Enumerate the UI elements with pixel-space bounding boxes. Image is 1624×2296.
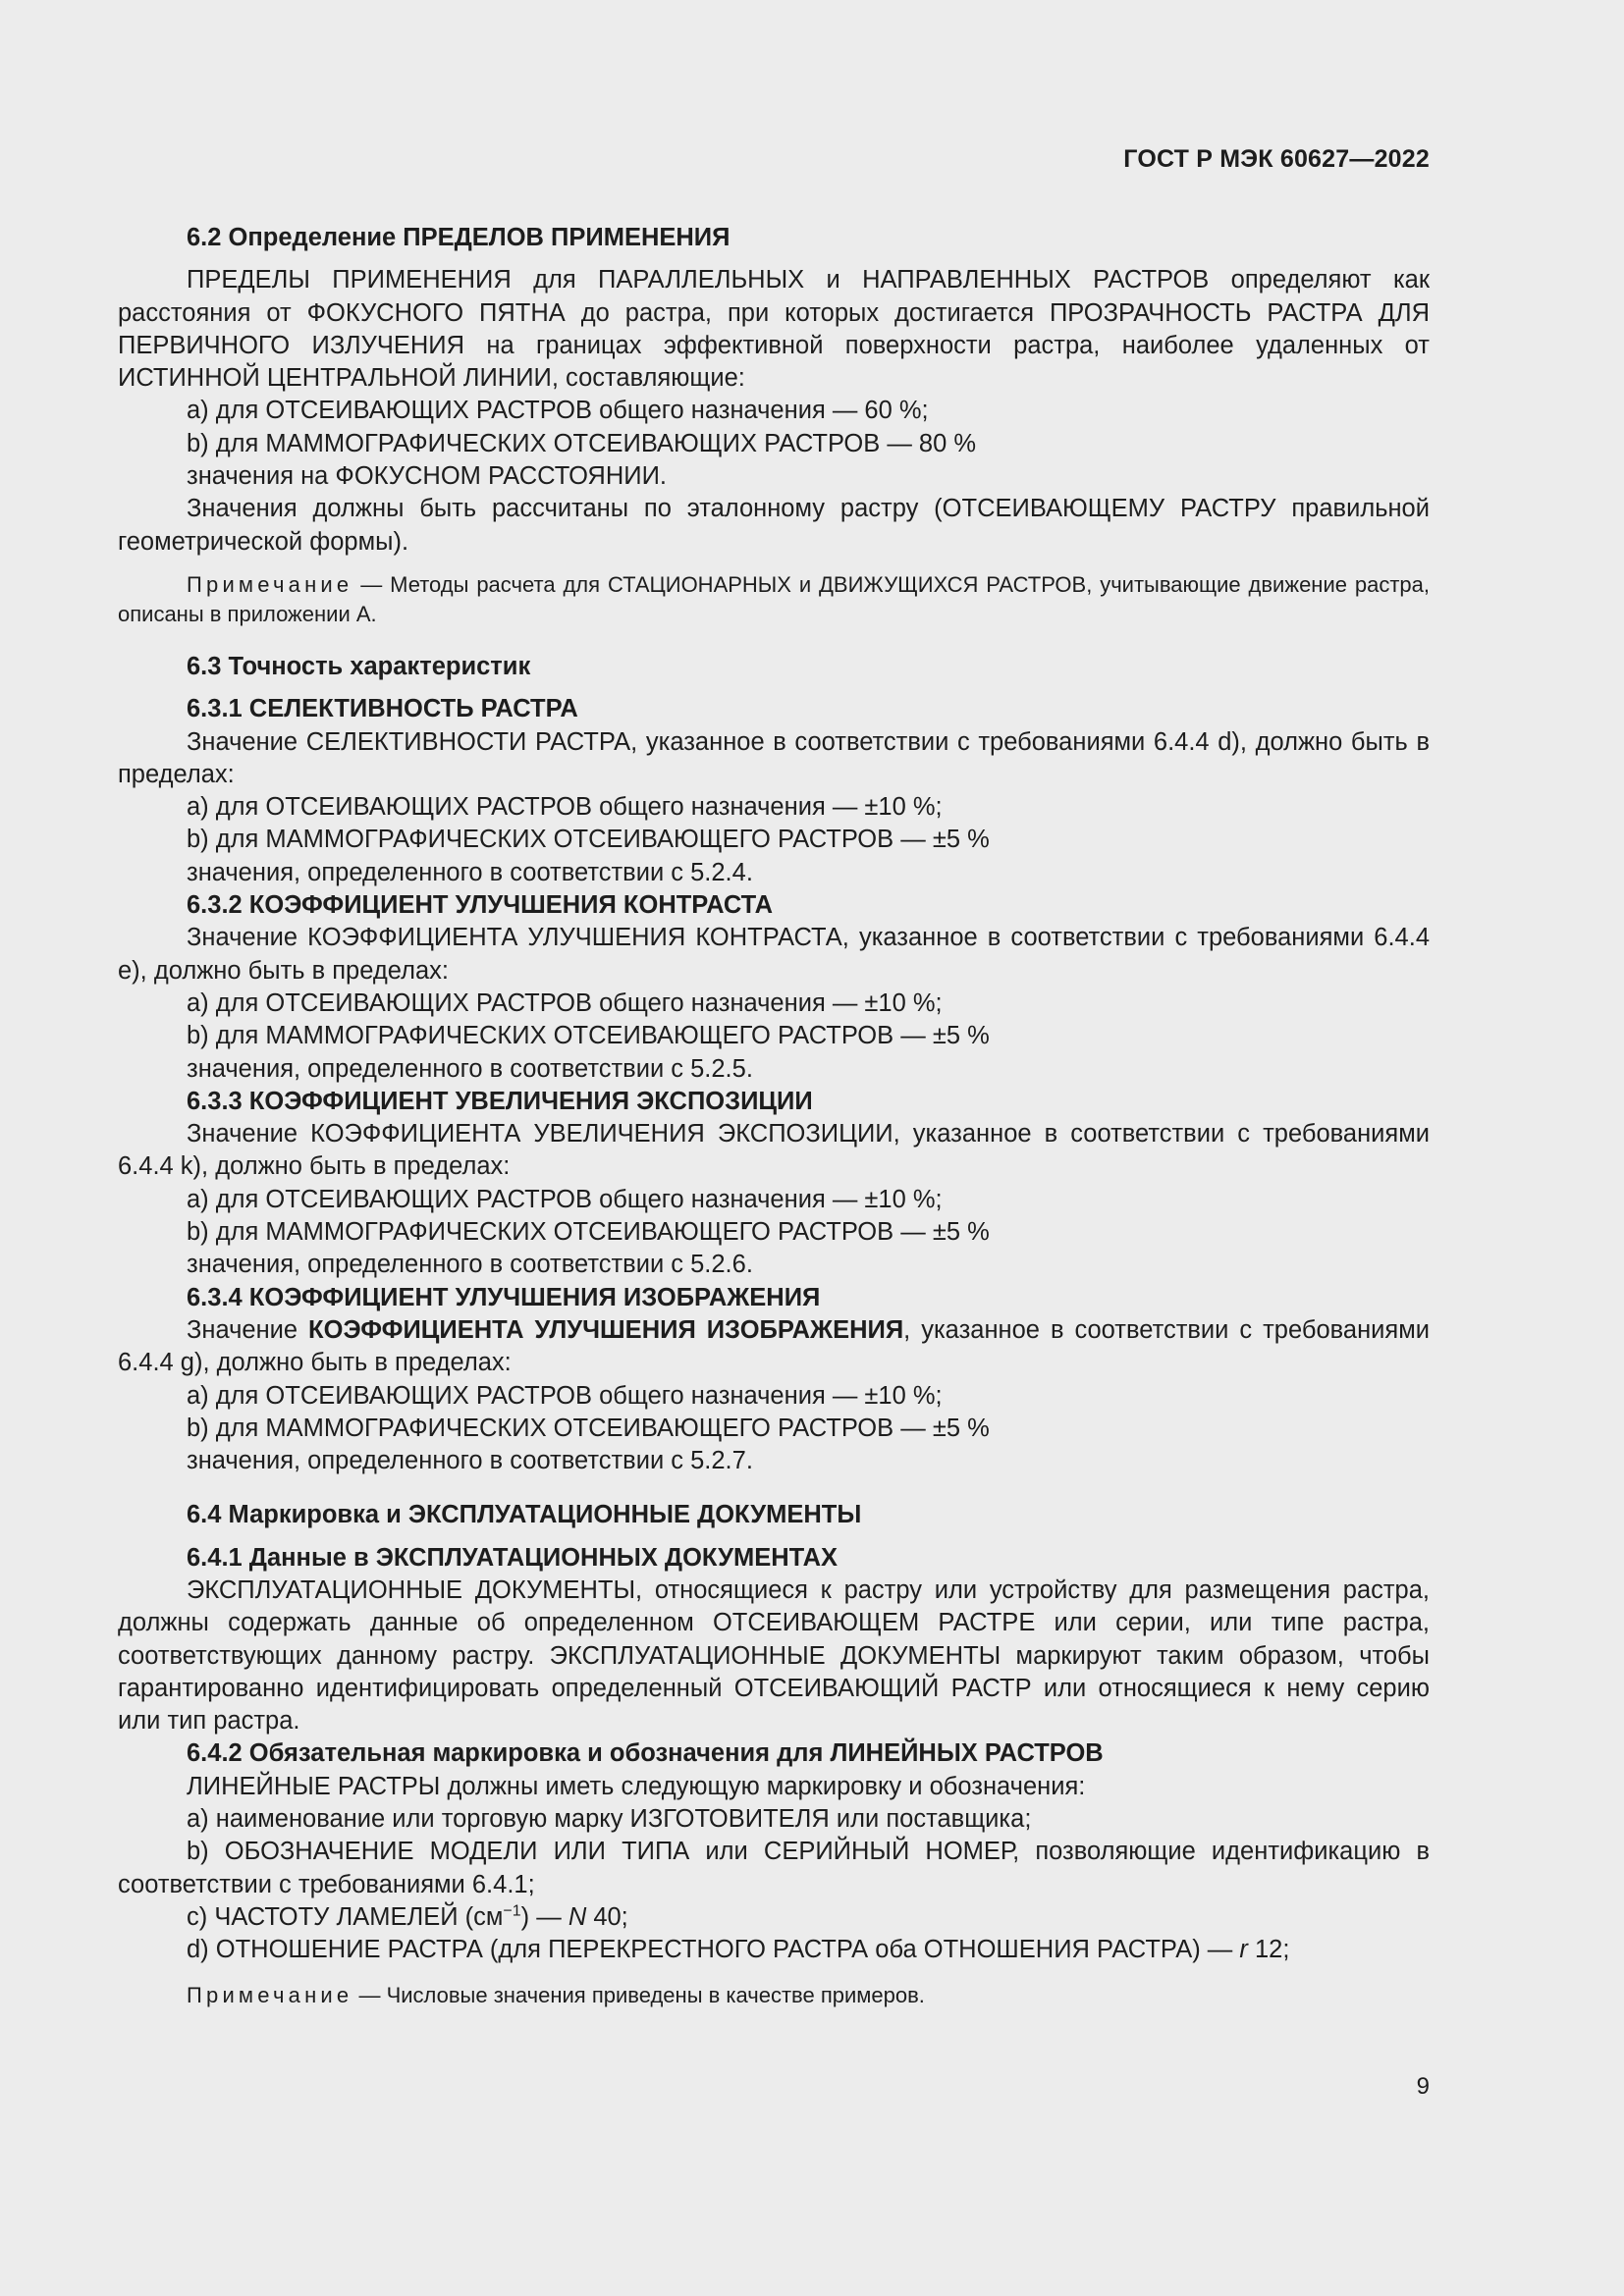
list-item: а) для ОТСЕИВАЮЩИХ РАСТРОВ общего назначения — ±10 %; <box>187 988 943 1017</box>
paragraph: Значение КОЭФФИЦИЕНТА УВЕЛИЧЕНИЯ ЭКСПОЗИЦИИ, указанное в соответствии с требованиями 6.4.4 k), должно быть в пределах: <box>118 1120 1430 1181</box>
text-run: 40; <box>586 1902 628 1931</box>
note-label: Примечание <box>187 571 353 597</box>
list-tail: значения, определенного в соответствии с 5.2.4. <box>187 858 753 886</box>
document-code: ГОСТ Р МЭК 60627—2022 <box>1123 145 1430 173</box>
superscript: −1 <box>503 1902 521 1920</box>
subsection-heading-6-3-4: 6.3.4 КОЭФФИЦИЕНТ УЛУЧШЕНИЯ ИЗОБРАЖЕНИЯ <box>187 1283 821 1311</box>
page-number: 9 <box>1416 2073 1430 2100</box>
paragraph <box>118 1314 1430 1380</box>
list-tail: значения, определенного в соответствии с 5.2.7. <box>187 1447 753 1475</box>
list-item <box>118 1934 1430 1966</box>
list-item: а) для ОТСЕИВАЮЩИХ РАСТРОВ общего назначения — 60 %; <box>187 397 929 425</box>
list-item: b) ОБОЗНАЧЕНИЕ МОДЕЛИ ИЛИ ТИПА или СЕРИЙНЫЙ НОМЕР, позволяющие идентификацию в соответствии с требованиями 6.4.1; <box>118 1838 1430 1898</box>
list-item: а) для ОТСЕИВАЮЩИХ РАСТРОВ общего назначения — ±10 %; <box>187 1381 943 1410</box>
subsection-heading-6-4-2: 6.4.2 Обязательная маркировка и обозначения для ЛИНЕЙНЫХ РАСТРОВ <box>187 1739 1104 1768</box>
bold-term: КОЭФФИЦИЕНТА УЛУЧШЕНИЯ ИЗОБРАЖЕНИЯ <box>308 1315 904 1344</box>
list-item <box>118 1901 1430 1934</box>
text-run: Значение <box>187 1315 309 1344</box>
list-tail: значения на ФОКУСНОМ РАССТОЯНИИ. <box>187 462 667 491</box>
section-heading-6-3: 6.3 Точность характеристик <box>187 652 531 680</box>
section-heading-6-2: 6.2 Определение ПРЕДЕЛОВ ПРИМЕНЕНИЯ <box>187 224 731 251</box>
note-text: — Числовые значения приведены в качестве примеров. <box>352 1982 925 2007</box>
text-run: ) — <box>520 1902 568 1931</box>
text-run: 12; <box>1247 1936 1290 1964</box>
list-item: b) для МАММОГРАФИЧЕСКИХ ОТСЕИВАЮЩЕГО РАСТРОВ — ±5 % <box>187 1414 990 1442</box>
paragraph: ПРЕДЕЛЫ ПРИМЕНЕНИЯ для ПАРАЛЛЕЛЬНЫХ и НАПРАВЛЕННЫХ РАСТРОВ определяют как расстояния от ФОКУСНОГО ПЯТНА до растра, при которых достигается ПРОЗРАЧНОСТЬ РАСТРА ДЛЯ ПЕРВИЧНОГО ИЗЛУЧЕНИЯ на границах эффективной поверхности растра, наиболее удаленных от ИСТИННОЙ ЦЕНТРАЛЬНОЙ ЛИНИИ, составляющие: <box>118 266 1430 393</box>
paragraph: Значения должны быть рассчитаны по эталонному растру (ОТСЕИВАЮЩЕМУ РАСТРУ правильной геометрической формы). <box>118 495 1430 556</box>
list-item: b) для МАММОГРАФИЧЕСКИХ ОТСЕИВАЮЩЕГО РАСТРОВ — ±5 % <box>187 1022 990 1050</box>
paragraph: Значение СЕЛЕКТИВНОСТИ РАСТРА, указанное в соответствии с требованиями 6.4.4 d), должно быть в пределах: <box>118 727 1430 788</box>
note-text: — Методы расчета для СТАЦИОНАРНЫХ и ДВИЖУЩИХСЯ РАСТРОВ, учитывающие движение растра, описаны в приложении А. <box>118 571 1430 626</box>
text-run: , указанное в соответствии с требованиями 6.4.4 g), должно быть в пределах: <box>118 1315 1430 1377</box>
list-item: а) для ОТСЕИВАЮЩИХ РАСТРОВ общего назначения — ±10 %; <box>187 793 943 822</box>
paragraph: ЭКСПЛУАТАЦИОННЫЕ ДОКУМЕНТЫ, относящиеся к растру или устройству для размещения растра, должны содержать данные об определенном ОТСЕИВАЮЩЕМ РАСТРЕ или серии, или типе растра, соответствующих данному растру. ЭКСПЛУАТАЦИОННЫЕ ДОКУМЕНТЫ маркируют таким образом, чтобы гарантированно идентифицировать определенный ОТСЕИВАЮЩИЙ РАСТР или относящиеся к нему серию или тип растра. <box>118 1575 1430 1735</box>
list-item: b) для МАММОГРАФИЧЕСКИХ ОТСЕИВАЮЩИХ РАСТРОВ — 80 % <box>187 429 977 457</box>
subsection-heading-6-3-2: 6.3.2 КОЭФФИЦИЕНТ УЛУЧШЕНИЯ КОНТРАСТА <box>187 891 774 920</box>
list-tail: значения, определенного в соответствии с 5.2.5. <box>187 1054 753 1083</box>
note-label: Примечание <box>187 1982 353 2007</box>
list-tail: значения, определенного в соответствии с 5.2.6. <box>187 1251 753 1279</box>
subsection-heading-6-3-3: 6.3.3 КОЭФФИЦИЕНТ УВЕЛИЧЕНИЯ ЭКСПОЗИЦИИ <box>187 1087 813 1115</box>
list-item: а) наименование или торговую марку ИЗГОТОВИТЕЛЯ или поставщика; <box>187 1805 1032 1834</box>
note <box>118 1981 1430 2010</box>
text-run: d) ОТНОШЕНИЕ РАСТРА (для ПЕРЕКРЕСТНОГО РАСТРА оба ОТНОШЕНИЯ РАСТРА) — <box>187 1936 1240 1964</box>
document-body <box>118 222 1430 2010</box>
note <box>118 570 1430 629</box>
subsection-heading-6-4-1: 6.4.1 Данные в ЭКСПЛУАТАЦИОННЫХ ДОКУМЕНТАХ <box>187 1543 839 1572</box>
variable: N <box>568 1902 587 1931</box>
list-item: а) для ОТСЕИВАЮЩИХ РАСТРОВ общего назначения — ±10 %; <box>187 1185 943 1213</box>
section-heading-6-4: 6.4 Маркировка и ЭКСПЛУАТАЦИОННЫЕ ДОКУМЕНТЫ <box>187 1501 862 1529</box>
paragraph: ЛИНЕЙНЫЕ РАСТРЫ должны иметь следующую маркировку и обозначения: <box>187 1772 1086 1800</box>
text-run: с) ЧАСТОТУ ЛАМЕЛЕЙ (см <box>187 1902 504 1931</box>
variable: r <box>1239 1936 1248 1964</box>
paragraph: Значение КОЭФФИЦИЕНТА УЛУЧШЕНИЯ КОНТРАСТА, указанное в соответствии с требованиями 6.4.4 е), должно быть в пределах: <box>118 924 1430 985</box>
list-item: b) для МАММОГРАФИЧЕСКИХ ОТСЕИВАЮЩЕГО РАСТРОВ — ±5 % <box>187 826 990 854</box>
subsection-heading-6-3-1: 6.3.1 СЕЛЕКТИВНОСТЬ РАСТРА <box>187 695 578 723</box>
list-item: b) для МАММОГРАФИЧЕСКИХ ОТСЕИВАЮЩЕГО РАСТРОВ — ±5 % <box>187 1218 990 1247</box>
